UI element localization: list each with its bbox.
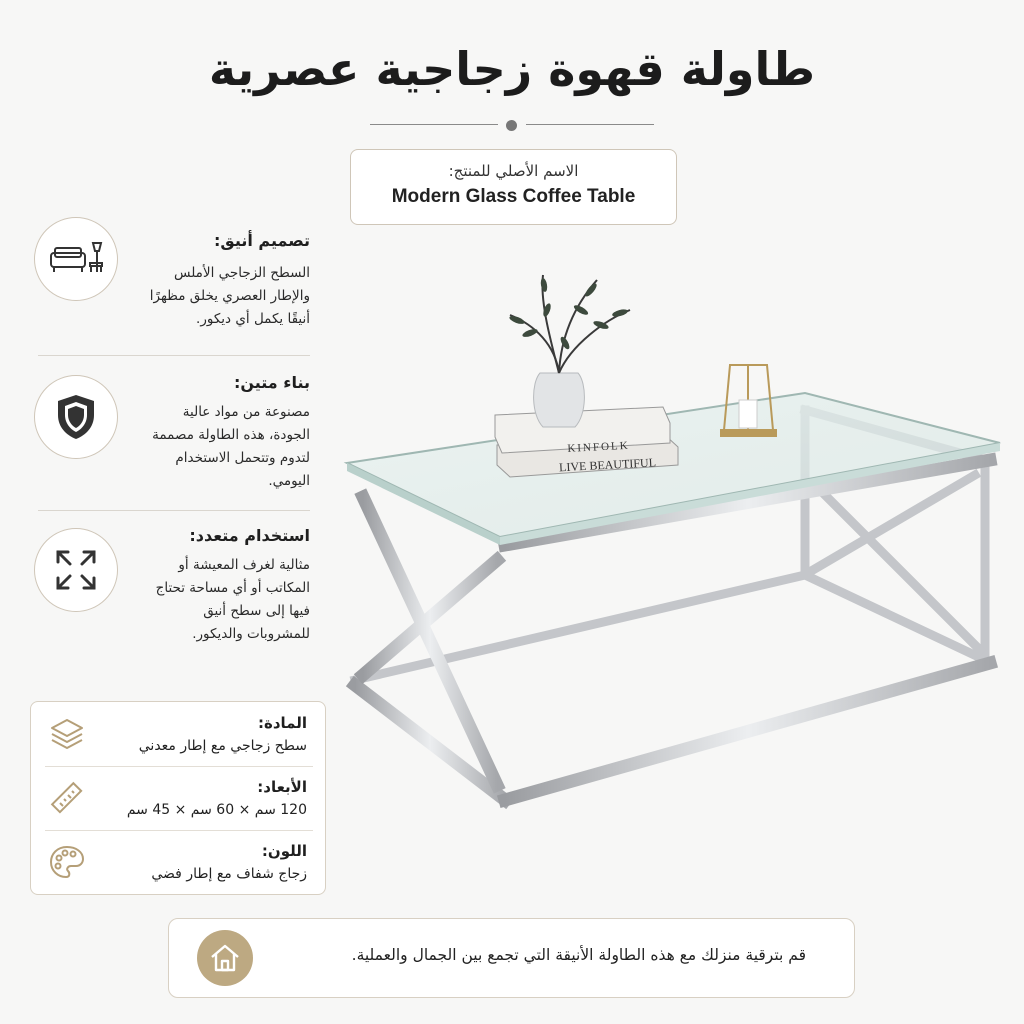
feature-text: مصنوعة من مواد عالية الجودة، هذه الطاولة مصممة لتدوم وتتحمل الاستخدام اليومي. [152,404,310,489]
separator [38,355,310,356]
book-label-kinfolk: KINFOLK [567,439,630,455]
specs-box [30,701,326,895]
plant-vase [508,275,630,427]
feature-title: تصميم أنيق: [214,231,310,250]
shield-icon [34,375,118,459]
cta-text: قم بترقية منزلك مع هذه الطاولة الأنيقة التي تجمع بين الجمال والعملية. [351,946,806,964]
feature-text: مثالية لغرف المعيشة أو المكاتب أو أي مساحة تحتاج فيها إلى سطح أنيق للمشروبات والديكور. [155,557,310,642]
original-name-value: Modern Glass Coffee Table [391,186,636,207]
palette-icon [47,842,87,882]
spec-material: المادة: سطح زجاجي مع إطار معدني [31,704,327,766]
feature-multi-use [28,526,310,666]
original-name-label: الاسم الأصلي للمنتج: [448,162,579,180]
sofa-lamp-icon [34,217,118,301]
cta-banner [168,918,855,998]
page-title: طاولة قهوة زجاجية عصرية [208,42,816,96]
feature-durable-build [28,373,310,503]
title-divider [370,118,654,132]
feature-title: استخدام متعدد: [189,526,310,545]
home-icon [197,930,253,986]
feature-elegant-design [28,217,310,347]
feature-text: السطح الزجاجي الأملس والإطار العصري يخلق مظهرًا أنيقًا يكمل أي ديكور. [149,265,310,327]
original-name-box [350,149,677,225]
feature-title: بناء متين: [233,373,310,392]
expand-arrows-icon [34,528,118,612]
spec-color: اللون: زجاج شفاف مع إطار فضي [31,832,327,894]
layers-icon [47,714,87,754]
spec-dimensions: الأبعاد: 120 سم × 60 سم × 45 سم [31,768,327,830]
book-label-live-beautiful: LIVE BEAUTIFUL [558,455,657,475]
glass-coffee-table-illustration [335,265,1015,815]
books [495,407,678,477]
ruler-icon [47,778,87,818]
separator [38,510,310,511]
